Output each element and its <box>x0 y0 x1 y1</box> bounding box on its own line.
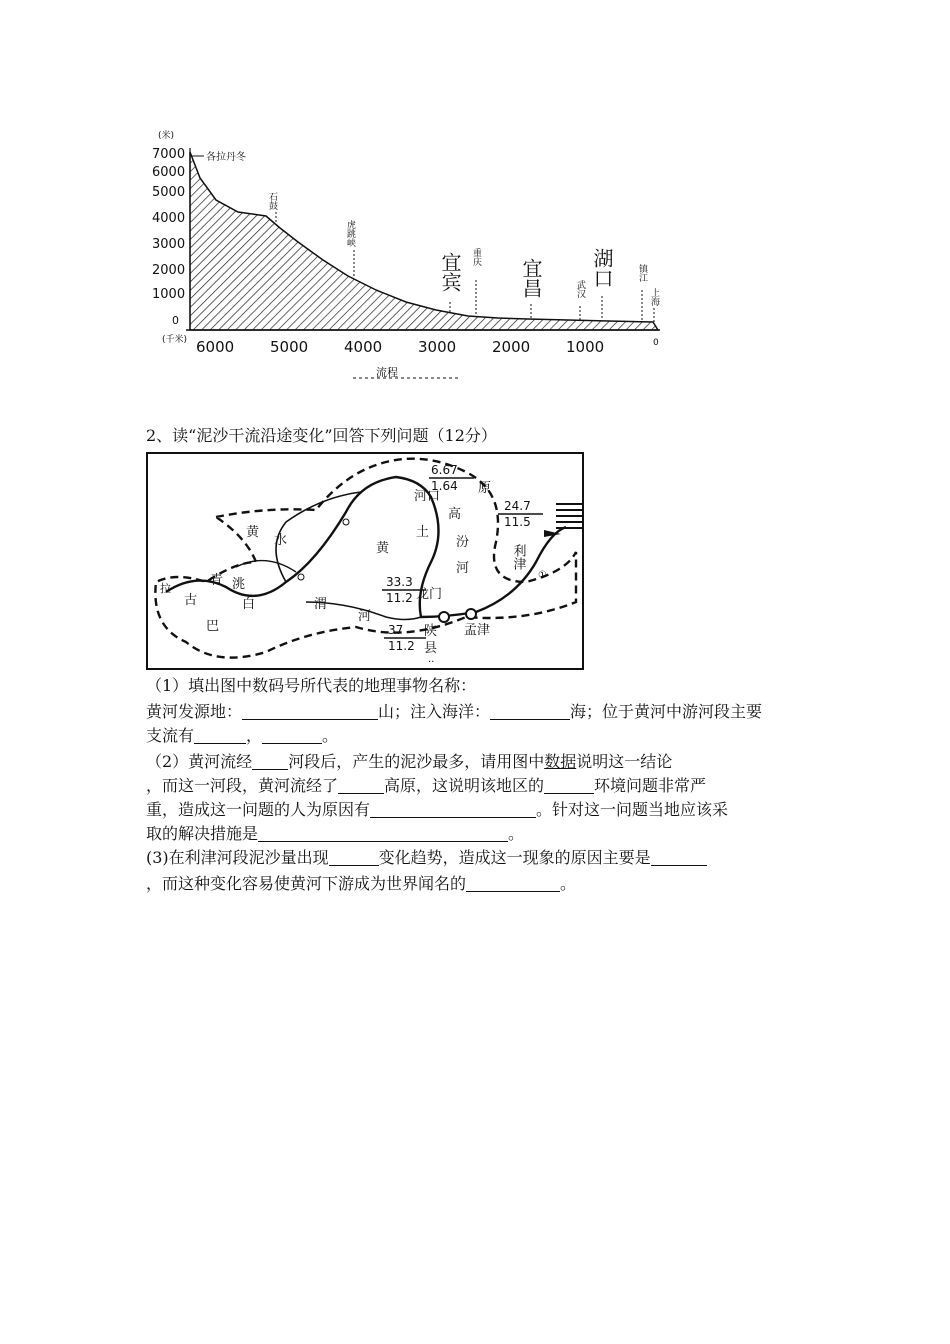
place-huxiaoxia: 虎跳峡 <box>345 220 355 247</box>
place-shanghai: 上海 <box>649 288 659 306</box>
q1-text: 支流有 <box>146 726 195 745</box>
label-ba: 巴 <box>206 619 220 634</box>
x-tick: 1000 <box>566 338 605 356</box>
y-tick: 0 <box>172 314 179 327</box>
q2-line-3 <box>146 798 728 822</box>
q2-text: 重，造成这一问题的人为原因有 <box>146 800 371 819</box>
label-he2: 河 <box>358 609 372 624</box>
label-xian: 县 <box>424 641 438 656</box>
label-he: 河 <box>456 561 470 576</box>
question-2-title: 2、读“泥沙干流沿途变化”回答下列问题（12分） <box>146 426 497 445</box>
x-tick: 6000 <box>196 338 235 356</box>
q2-text: 说明这一结论 <box>576 752 673 771</box>
q1-line-2 <box>146 724 338 748</box>
y-tick: 2000 <box>152 263 186 278</box>
label-huang2: 黄 <box>246 525 260 540</box>
label-tao: 洮 <box>232 577 246 592</box>
y-tick: 3000 <box>152 237 186 252</box>
q1-text: 海；位于黄河中游河段主要 <box>570 702 763 721</box>
blank-measures[interactable] <box>258 823 508 842</box>
place-zhenjiang: 镇江 <box>637 264 647 282</box>
x-caption: 流程 <box>376 366 398 379</box>
label-num-small: .. <box>428 654 435 665</box>
x-tick: 5000 <box>270 338 309 356</box>
q2-text: 河段后，产生的泥沙最多，请用图中 <box>288 752 545 771</box>
label-huang: 黄 <box>376 541 390 556</box>
q3-line-2 <box>146 872 576 896</box>
y-tick: 5000 <box>152 185 186 200</box>
label-gao: 高 <box>448 507 462 522</box>
place-yichang: 宜昌 <box>519 258 543 298</box>
q1-line-1 <box>146 700 762 724</box>
blank-human-cause[interactable] <box>370 799 536 818</box>
label-bai: 白 <box>242 597 256 612</box>
label-shui: 水 <box>274 533 288 548</box>
value-mid-den: 11.2 <box>386 591 413 605</box>
blank-plateau[interactable] <box>338 775 384 794</box>
q3-text: (3)在利津河段泥沙量出现 <box>146 848 329 867</box>
q2-text: 取的解决措施是 <box>146 824 259 843</box>
label-tu: 土 <box>416 525 430 540</box>
value-low-den: 11.2 <box>388 639 415 653</box>
q2-text: 。 <box>508 824 525 843</box>
value-top-num: 6.67 <box>431 463 458 477</box>
q2-line-1 <box>146 750 672 774</box>
yellow-river-sediment-map <box>146 452 586 672</box>
value-low-num: 37 <box>388 623 404 637</box>
place-chongqing: 重庆 <box>471 248 481 266</box>
label-lijin: 利津 <box>510 544 526 570</box>
y-tick: 6000 <box>152 165 186 180</box>
place-hukou: 湖口 <box>590 248 614 288</box>
y-unit: (米) <box>158 131 175 141</box>
y-tick: 1000 <box>152 287 186 302</box>
q3-text: ，而这种变化容易使黄河下游成为世界闻名的 <box>146 874 467 893</box>
q2-text: （2）黄河流经 <box>146 752 253 771</box>
q1-text: ， <box>246 726 263 745</box>
profile-area <box>190 152 658 330</box>
q2-text: 。针对这一问题当地应该采 <box>536 800 729 819</box>
label-star: ① <box>538 570 547 581</box>
value-mid-num: 33.3 <box>386 575 413 589</box>
q1-text: 山；注入海洋： <box>378 702 491 721</box>
label-fen: 汾 <box>456 535 470 550</box>
q3-text: 。 <box>560 874 577 893</box>
q2-line-2 <box>146 774 706 798</box>
blank-river-section[interactable] <box>252 751 288 770</box>
peak-label: 各拉丹冬 <box>206 152 246 163</box>
q2-line-4 <box>146 822 524 846</box>
label-yuan: 原 <box>478 481 492 496</box>
place-shigu: 石鼓 <box>267 192 277 210</box>
q1-text: 黄河发源地： <box>146 702 243 721</box>
q2-text: ，而这一河段，黄河流经了 <box>146 776 339 795</box>
q1-intro: （1）填出图中数码号所代表的地理事物名称： <box>146 676 477 695</box>
label-wei: 渭 <box>314 597 328 612</box>
label-hekou: 河口 <box>414 489 441 504</box>
blank-reason[interactable] <box>651 847 707 866</box>
value-right-num: 24.7 <box>504 499 531 513</box>
q3-text: 变化趋势，造成这一现象的原因主要是 <box>378 848 651 867</box>
label-longmen: 龙门 <box>416 587 443 602</box>
blank-environment-problem[interactable] <box>544 775 594 794</box>
blank-tributary-2[interactable] <box>262 725 322 744</box>
x-tick: 0 <box>653 338 659 348</box>
blank-source-mountain[interactable] <box>242 701 378 720</box>
x-tick: 4000 <box>344 338 383 356</box>
blank-famous-river[interactable] <box>466 873 560 892</box>
q3-line-1 <box>146 846 707 870</box>
x-tick: 2000 <box>492 338 531 356</box>
q2-text-underlined: 数据 <box>544 752 577 771</box>
y-tick: 7000 <box>152 147 186 162</box>
x-unit: (千米) <box>162 335 188 345</box>
value-top-den: 1.64 <box>431 479 458 493</box>
river-profile-figure <box>148 120 678 382</box>
y-tick: 4000 <box>152 211 186 226</box>
q2-text: 高原，这说明该地区的 <box>384 776 545 795</box>
label-mengjin: 孟津 <box>464 623 491 638</box>
blank-sea[interactable] <box>490 701 570 720</box>
value-right-den: 11.5 <box>504 515 531 529</box>
label-gu: 古 <box>184 593 198 608</box>
place-yibin: 宜宾 <box>438 252 462 292</box>
label-qing: 青 <box>210 573 224 588</box>
q2-text: 环境问题非常严 <box>594 776 707 795</box>
label-la: 拉 <box>160 582 171 595</box>
blank-tributary-1[interactable] <box>194 725 246 744</box>
q1-text: 。 <box>322 726 339 745</box>
x-tick: 3000 <box>418 338 457 356</box>
place-wuhan: 武汉 <box>575 280 585 298</box>
blank-trend[interactable] <box>329 847 379 866</box>
label-shan: 陕 <box>424 624 438 639</box>
